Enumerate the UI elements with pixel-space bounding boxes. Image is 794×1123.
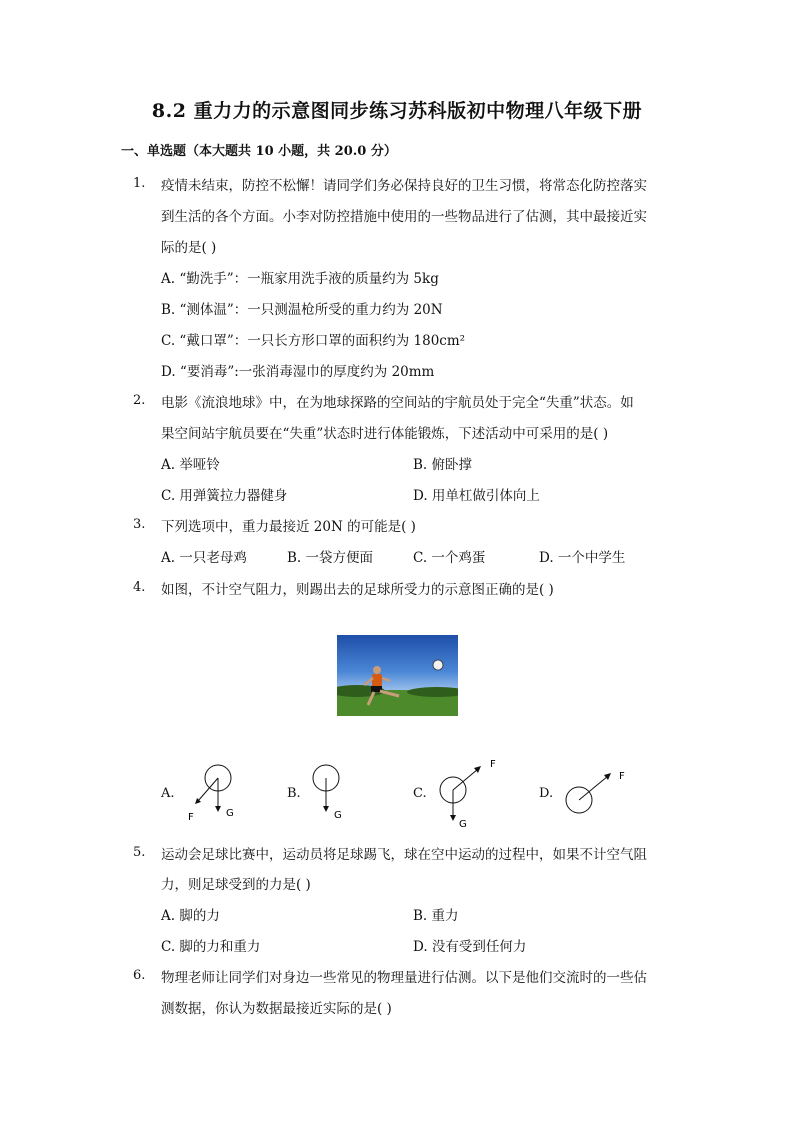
force-label-f: F	[490, 759, 496, 770]
option-c-label: C.	[413, 786, 427, 801]
option-a: A. 一只老母鸡	[161, 550, 247, 566]
question-text: 如图，不计空气阻力，则踢出去的足球所受力的示意图正确的是( )	[161, 582, 554, 598]
question-text: 疫情未结束，防控不松懈！请同学们务必保持良好的卫生习惯，将常态化防控落实	[161, 178, 647, 194]
option-b: B. 一袋方便面	[287, 550, 374, 566]
question-text: 到生活的各个方面。小李对防控措施中使用的一些物品进行了估测，其中最接近实	[161, 209, 647, 225]
force-label-g: G	[226, 808, 234, 819]
page-title: 8.2 重力力的示意图同步练习苏科版初中物理八年级下册	[151, 100, 643, 122]
option-c: C. 用弹簧拉力器健身	[161, 488, 288, 504]
question-text: 际的是( )	[161, 240, 217, 256]
question-text: 果空间站宇航员要在“失重”状态时进行体能锻炼，下述活动中可采用的是( )	[161, 426, 609, 442]
question-number: 5.	[133, 845, 146, 860]
soccer-kick-photo	[337, 635, 458, 716]
force-diagram-a	[185, 758, 245, 828]
question-text: 下列选项中，重力最接近 20N 的可能是( )	[161, 519, 416, 535]
question-text: 电影《流浪地球》中，在为地球探路的空间站的宇航员处于完全“失重”状态。如	[161, 395, 634, 411]
option-c: C. 一个鸡蛋	[413, 550, 486, 566]
option-b: B. 俯卧撑	[413, 457, 473, 473]
question-number: 3.	[133, 517, 146, 532]
option-a: A. 举哑铃	[161, 457, 220, 473]
option-d: D. 没有受到任何力	[413, 939, 527, 955]
question-text: 测数据，你认为数据最接近实际的是( )	[161, 1001, 392, 1017]
question-text: 运动会足球比赛中，运动员将足球踢飞，球在空中运动的过程中，如果不计空气阻	[161, 847, 647, 863]
section-heading: 一、单选题（本大题共 10 小题，共 20.0 分）	[121, 144, 397, 159]
option-d-label: D.	[539, 786, 554, 801]
force-label-g: G	[334, 810, 342, 821]
force-diagram-b	[305, 758, 355, 828]
option-d: D. 用单杠做引体向上	[413, 488, 540, 504]
option-b-label: B.	[287, 786, 301, 801]
force-diagram-c	[430, 755, 510, 830]
question-text: 力，则足球受到的力是( )	[161, 877, 311, 893]
option-a-label: A.	[161, 786, 175, 801]
question-number: 4.	[133, 580, 146, 595]
force-label-f: F	[619, 771, 625, 782]
option-a: A. “勤洗手”：一瓶家用洗手液的质量约为 5kg	[161, 271, 439, 287]
option-c: C. “戴口罩”：一只长方形口罩的面积约为 180cm²	[161, 333, 466, 349]
option-a: A. 脚的力	[161, 908, 220, 924]
question-number: 2.	[133, 393, 146, 408]
option-c: C. 脚的力和重力	[161, 939, 261, 955]
option-d: D. 一个中学生	[539, 550, 626, 566]
question-text: 物理老师让同学们对身边一些常见的物理量进行估测。以下是他们交流时的一些估	[161, 970, 647, 986]
force-label-g: G	[459, 819, 467, 830]
question-number: 6.	[133, 968, 146, 983]
question-number: 1.	[133, 176, 146, 191]
option-d: D. “要消毒”:一张消毒湿巾的厚度约为 20mm	[161, 364, 435, 380]
force-label-f: F	[188, 812, 194, 823]
option-b: B. “测体温”：一只测温枪所受的重力约为 20N	[161, 302, 443, 318]
option-b: B. 重力	[413, 908, 459, 924]
force-diagram-d	[560, 762, 640, 822]
